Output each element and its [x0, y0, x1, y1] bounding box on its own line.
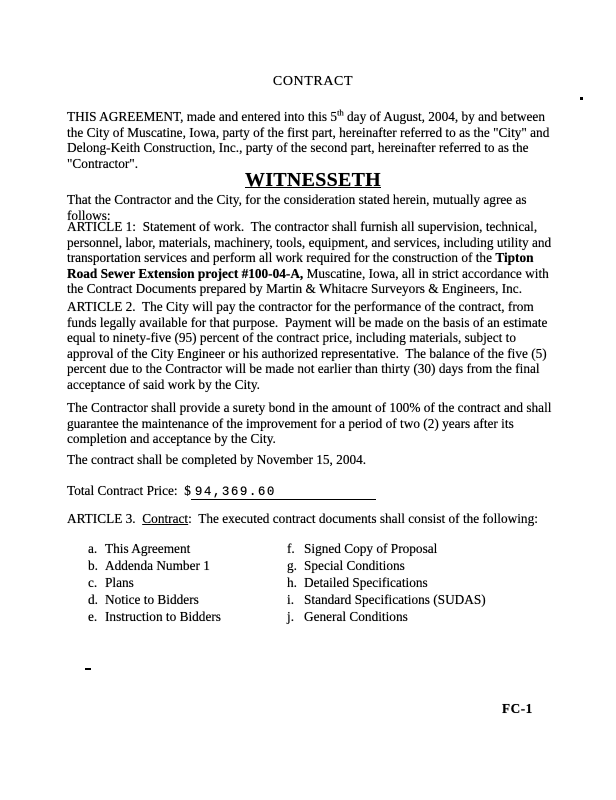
list-item: [287, 591, 486, 608]
completion-date-line: The contract shall be completed by November 15, 2004.: [67, 452, 367, 467]
list-item-text: Detailed Specifications: [304, 575, 428, 590]
page-title: CONTRACT: [272, 74, 354, 89]
article3-text-pre: ARTICLE 3.: [67, 511, 143, 526]
list-item: [287, 608, 486, 625]
documents-list-left-column: [88, 540, 221, 625]
list-item: [88, 608, 221, 625]
article1-paragraph: [67, 219, 559, 297]
article3-text-post: : The executed contract documents shall consist of the following:: [188, 511, 538, 526]
article1-text-pre: ARTICLE 1: Statement of work. The contractor shall furnish all supervision, technical, personnel, labor, materials, machinery, tools, equipment, and services, including utility and transportation services and perform all work required for the construction of the: [67, 219, 555, 265]
witnesseth-heading: WITNESSETH: [245, 169, 381, 191]
list-item-text: Signed Copy of Proposal: [304, 541, 438, 556]
list-item: [88, 574, 221, 591]
list-item-text: General Conditions: [304, 609, 408, 624]
page-number: FC-1: [502, 701, 533, 716]
list-item-letter: j.: [287, 609, 295, 624]
agreement-text-post: day of August, 2004, by and between the City of Muscatine, Iowa, party of the first part, hereinafter referred to as the "City" and Delong-Keith Construction, Inc., party of the second part, hereinafter referred to as the "Contractor".: [67, 109, 553, 171]
project-name-bold: Tipton Road Sewer Extension project #100-04-A,: [67, 250, 537, 281]
list-item-text: Special Conditions: [304, 558, 405, 573]
list-item: [287, 557, 486, 574]
total-price-label: Total Contract Price: $: [67, 483, 191, 498]
consideration-paragraph: That the Contractor and the City, for the consideration stated herein, mutually agree as follows:: [67, 192, 530, 223]
list-item-text: This Agreement: [105, 541, 191, 556]
list-item: [287, 574, 486, 591]
list-item-letter: i.: [287, 592, 295, 607]
list-item-letter: b.: [88, 558, 98, 573]
total-price-line: [67, 483, 559, 501]
scan-ink-speck: [85, 668, 91, 670]
ordinal-superscript: th: [337, 107, 344, 118]
list-item-text: Addenda Number 1: [105, 558, 210, 573]
agreement-text-pre: THIS AGREEMENT, made and entered into this 5: [67, 109, 338, 124]
list-item-letter: a.: [88, 541, 98, 556]
total-price-value: 94,369.60: [191, 485, 376, 500]
list-item: [287, 540, 486, 557]
list-item-letter: d.: [88, 592, 98, 607]
article1-text-post: Muscatine, Iowa, all in strict accordance with the Contract Documents prepared by Martin & Whitacre Surveyors & Engineers, Inc.: [67, 265, 553, 296]
documents-list-right-column: [287, 540, 486, 625]
article3-line: [67, 511, 559, 527]
list-item-letter: f.: [287, 541, 295, 556]
article2-paragraph: ARTICLE 2. The City will pay the contractor for the performance of the contract, from funds legally available for that purpose. Payment will be made on the basis of an estimate equal to ninety-five (95) percent of the contract price, including materials, subject to approval of the City Engineer or his authorized representative. The balance of the five (5) percent due to the Contractor will be made not earlier than thirty (30) days from the final acceptance of said work by the City.: [67, 299, 551, 392]
list-item-text: Instruction to Bidders: [105, 609, 221, 624]
list-item: [88, 540, 221, 557]
list-item-text: Notice to Bidders: [105, 592, 199, 607]
list-item-text: Standard Specifications (SUDAS): [304, 592, 486, 607]
list-item: [88, 557, 221, 574]
list-item: [88, 591, 221, 608]
article3-contract-underlined: Contract: [142, 511, 189, 526]
surety-bond-paragraph: The Contractor shall provide a surety bond in the amount of 100% of the contract and shall guarantee the maintenance of the improvement for a period of two (2) years after its completion and acceptance by the City.: [67, 400, 555, 446]
list-item-letter: h.: [287, 575, 297, 590]
scan-ink-speck: [580, 97, 583, 100]
list-item-letter: e.: [88, 609, 98, 624]
list-item-letter: g.: [287, 558, 297, 573]
list-item-text: Plans: [105, 575, 134, 590]
agreement-paragraph: [67, 109, 559, 171]
list-item-letter: c.: [88, 575, 98, 590]
